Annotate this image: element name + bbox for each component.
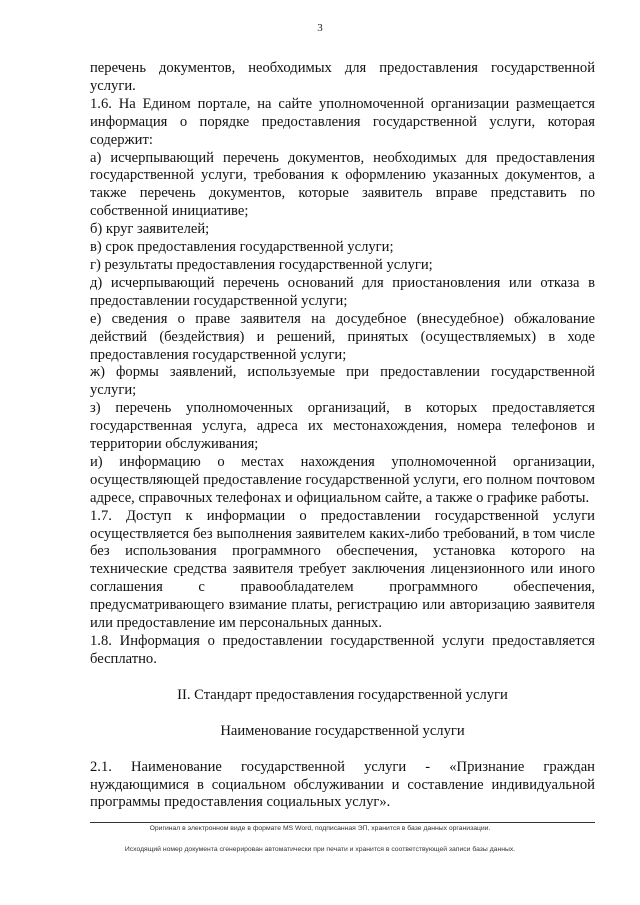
paragraph-1-8: 1.8. Информация о предоставлении государственной услуги предоставляется бесплатно. bbox=[90, 633, 595, 667]
paragraph-1-7: 1.7. Доступ к информации о предоставлении государственной услуги осуществляется без выполнения заявителем каких-либо требований, в том числе без использования программного обеспечения, установка которого на технические средства заявителя требует заключения лицензионного или иного соглашения с правообладателем программного обеспечения, предусматривающего взимание платы, регистрацию или авторизацию заявителя или предоставление им персональных данных. bbox=[90, 507, 595, 632]
section-heading: II. Стандарт предоставления государственной услуги bbox=[177, 686, 508, 703]
list-item-zh: ж) формы заявлений, используемые при предоставлении государственной услуги; bbox=[90, 364, 595, 399]
list-item-a: а) исчерпывающий перечень документов, необходимых для предоставления государственной услуги, требования к оформлению указанных документов, а также перечень документов, которые заявитель вправе представить по собственной инициативе; bbox=[90, 149, 595, 220]
list-item-z: з) перечень уполномоченных организаций, в которых предоставляется государственная услуга, адреса их местонахождения, номера телефонов и территории обслуживания; bbox=[90, 400, 595, 453]
document-body bbox=[90, 60, 595, 812]
paragraph-1-6: 1.6. На Едином портале, на сайте уполномоченной организации размещается информация о порядке предоставления государственной услуги, которая содержит: bbox=[90, 95, 595, 148]
list-item-v: в) срок предоставления государственной услуги; bbox=[90, 239, 394, 256]
footer-divider bbox=[90, 822, 595, 823]
list-item-d: д) исчерпывающий перечень оснований для приостановления или отказа в предоставлении государственной услуги; bbox=[90, 274, 595, 309]
paragraph-documents-list-end: перечень документов, необходимых для предоставления государственной услуги. bbox=[90, 60, 595, 94]
list-item-b: б) круг заявителей; bbox=[90, 221, 210, 238]
page-number: 3 bbox=[317, 22, 323, 34]
list-item-g: г) результаты предоставления государственной услуги; bbox=[90, 256, 433, 273]
clause-2-1: 2.1. Наименование государственной услуги - «Признание граждан нуждающимися в социальном обслуживании и составление индивидуальной программы предоставления социальных услуг». bbox=[90, 758, 595, 811]
sub-heading: Наименование государственной услуги bbox=[220, 722, 465, 739]
list-item-e: е) сведения о праве заявителя на досудебное (внесудебное) обжалование действий (бездействия) и решений, принятых (осуществляемых) в ходе предоставления государственной услуги; bbox=[90, 310, 595, 363]
footer-original-note: Оригинал в электронном виде в формате MS Word, подписанная ЭП, хранится в базе данных организации. bbox=[149, 825, 491, 832]
footer-number-note: Исходящий номер документа сгенерирован автоматически при печати и хранится в соответствующей записи базы данных. bbox=[124, 846, 516, 853]
list-item-i: и) информацию о местах нахождения уполномоченной организации, осуществляющей предоставление государственной услуги, его полном почтовом адресе, справочных телефонах и официальном сайте, а также о графике работы. bbox=[90, 453, 595, 506]
